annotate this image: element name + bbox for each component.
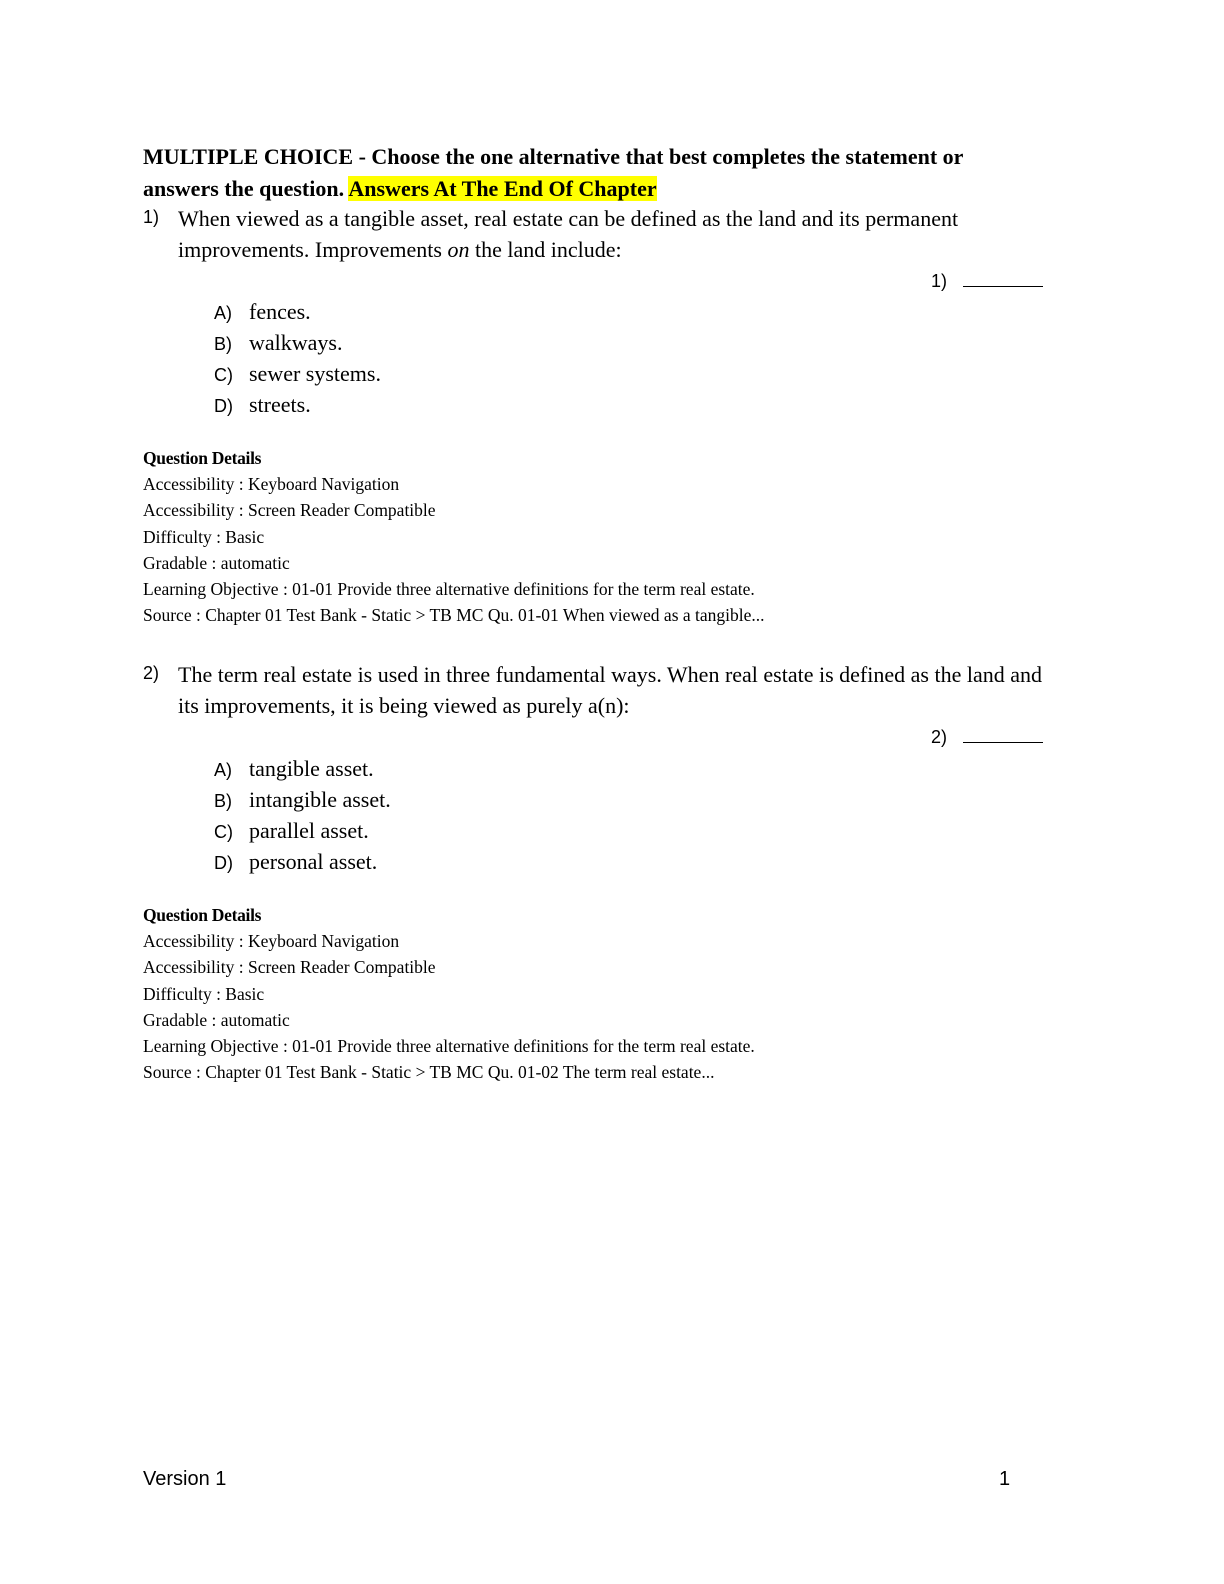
option-d (214, 389, 381, 420)
detail-line: Accessibility : Screen Reader Compatible (143, 500, 436, 521)
option-letter: C) (214, 365, 233, 385)
question-text: The term real estate is used in three fundamental ways. When real estate is defined as the land and its improvements, it is being viewed as purely a(n): (178, 662, 1042, 718)
detail-line: Source : Chapter 01 Test Bank - Static > TB MC Qu. 01-01 When viewed as a tangible... (143, 605, 765, 626)
question-text: When viewed as a tangible asset, real estate can be defined as the land and its permanent improvements. Improvements on the land include: (178, 206, 959, 262)
option-list (214, 296, 381, 420)
detail-line: Accessibility : Keyboard Navigation (143, 931, 400, 952)
option-text: tangible asset. (249, 756, 374, 781)
question-number: 2) (143, 663, 160, 683)
instructions-header (143, 141, 1043, 205)
answer-blank (931, 727, 1043, 748)
option-text: streets. (249, 392, 311, 417)
option-letter: A) (214, 760, 232, 780)
answers-note-highlight: Answers At The End Of Chapter (348, 176, 657, 201)
question-text-emphasis: on (447, 237, 470, 262)
option-letter: C) (214, 822, 233, 842)
details-title: Question Details (143, 448, 262, 468)
option-text: walkways. (249, 330, 343, 355)
answer-blank (931, 271, 1043, 292)
option-letter: B) (214, 334, 232, 354)
instructions-line-2 (143, 173, 1043, 205)
answer-blank-label: 1) (930, 271, 947, 291)
answer-blank-label: 2) (930, 727, 947, 747)
option-letter: D) (214, 396, 233, 416)
detail-line: Gradable : automatic (143, 552, 290, 573)
option-c (214, 815, 391, 846)
answer-blank-line (963, 728, 1043, 743)
detail-line: Difficulty : Basic (143, 526, 265, 547)
detail-line: Difficulty : Basic (143, 983, 265, 1004)
footer-version: Version 1 (143, 1468, 227, 1490)
option-a (214, 296, 381, 327)
footer-page-number: 1 (999, 1468, 1011, 1490)
detail-line: Gradable : automatic (143, 1009, 290, 1030)
question-number: 1) (143, 207, 160, 227)
option-text: intangible asset. (249, 787, 391, 812)
detail-line: Accessibility : Screen Reader Compatible (143, 957, 436, 978)
option-b (214, 784, 391, 815)
option-letter: D) (214, 853, 233, 873)
instructions-line-1: MULTIPLE CHOICE - Choose the one alternative that best completes the statement or (143, 144, 964, 169)
question-details (143, 445, 765, 628)
instructions-text: answers the question. (143, 176, 345, 201)
option-b (214, 327, 381, 358)
detail-line: Learning Objective : 01-01 Provide three alternative definitions for the term real estate. (143, 1036, 755, 1057)
option-text: parallel asset. (249, 818, 369, 843)
option-list (214, 753, 391, 877)
option-text: sewer systems. (249, 361, 381, 386)
question-details (143, 902, 755, 1085)
option-a (214, 753, 391, 784)
detail-line: Source : Chapter 01 Test Bank - Static > TB MC Qu. 01-02 The term real estate... (143, 1062, 715, 1083)
answer-blank-line (963, 272, 1043, 287)
detail-line: Learning Objective : 01-01 Provide three alternative definitions for the term real estate. (143, 579, 755, 600)
option-letter: A) (214, 303, 232, 323)
option-letter: B) (214, 791, 232, 811)
option-text: personal asset. (249, 849, 378, 874)
detail-line: Accessibility : Keyboard Navigation (143, 474, 400, 495)
option-text: fences. (249, 299, 311, 324)
details-title: Question Details (143, 905, 262, 925)
option-d (214, 846, 391, 877)
option-c (214, 358, 381, 389)
